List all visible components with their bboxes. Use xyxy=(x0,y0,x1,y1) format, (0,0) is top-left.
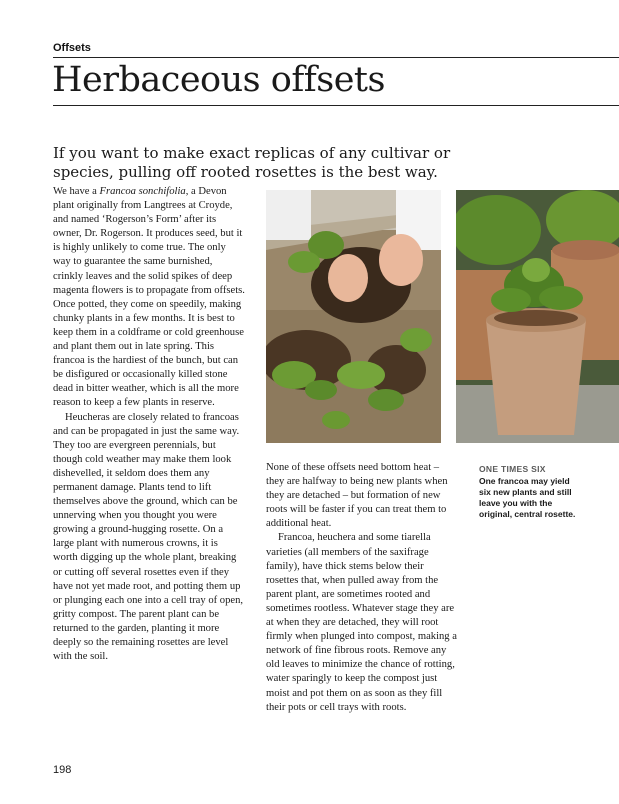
body-column-2 xyxy=(266,461,458,715)
page-number: 198 xyxy=(53,764,72,776)
title-rule xyxy=(53,105,619,106)
paragraph-francoa: We have a Francoa sonchifolia, a Devon plant originally from Langtrees at Croyde, and named ‘Rogerson’s Form’ after its owner, Dr. Rogerson. It produces seed, but it is highly unlikely to come true. The only way to guarantee the same burnished, crinkly leaves and the solid spikes of deep magenta flowers is to propagate from offsets. Once potted, they come on speedily, making chunky plants in a few months. It is best to keep them in a coldframe or cold greenhouse and plant them out in late spring. This francoa is the hardiest of the bunch, but can be disfigured or occasionally killed stone dead in bitter weather, which is all the more reason to keep a few plants in reserve. xyxy=(53,186,245,409)
page-title: Herbaceous offsets xyxy=(52,60,385,100)
caption-title: ONE TIMES SIX xyxy=(479,464,546,474)
intro-text: If you want to make exact replicas of any cultivar or species, pulling off rooted rosettes is the best way. xyxy=(53,144,451,181)
paragraph-offsets: None of these offsets need bottom heat – they are halfway to being new plants when they are detached – but formation of new roots will be faster if you can treat them to additional heat. xyxy=(266,462,448,530)
plant-name: Francoa sonchifolia xyxy=(99,186,186,197)
paragraph-saxifrage: Francoa, heuchera and some tiarella varieties (all members of the saxifrage family), have thick stems below their rosettes that, when pulled away from the parent plant, are sometimes rooted and sometimes rootless. Whatever stage they are at when they are detached, they will root firmly when plunged into compost, making a network of fine fibrous roots. Remove any old leaves to minimize the chance of rotting, water sparingly to keep the compost just moist and pot them on as soon as they fill their pots or cell trays with roots. xyxy=(266,532,457,713)
paragraph-heucheras: Heucheras are closely related to francoas and can be propagated in just the same way. They too are evergreen perennials, but though cold weather may make them look dishevelled, it seldom does them any permanent damage. Plants tend to lift themselves above the ground, which can be unnerving when you thought you were growing a ground-hugging rosette. On a large plant with numerous crowns, it is worth digging up the whole plant, breaking or cutting off several rosettes even if they have not yet made root, and potting them up or plunging each one into a cell tray of open, gritty compost. The parent plant can be returned to the garden, planting it more deeply so the remaining rosettes are level with the soil. xyxy=(53,411,244,663)
photo-dividing-offsets xyxy=(266,190,441,443)
photo-potted-francoa xyxy=(456,190,619,443)
body-column-1 xyxy=(53,185,245,664)
caption-text: One francoa may yield six new plants and still leave you with the original, central rosette. xyxy=(479,476,576,519)
section-label: Offsets xyxy=(53,42,91,54)
